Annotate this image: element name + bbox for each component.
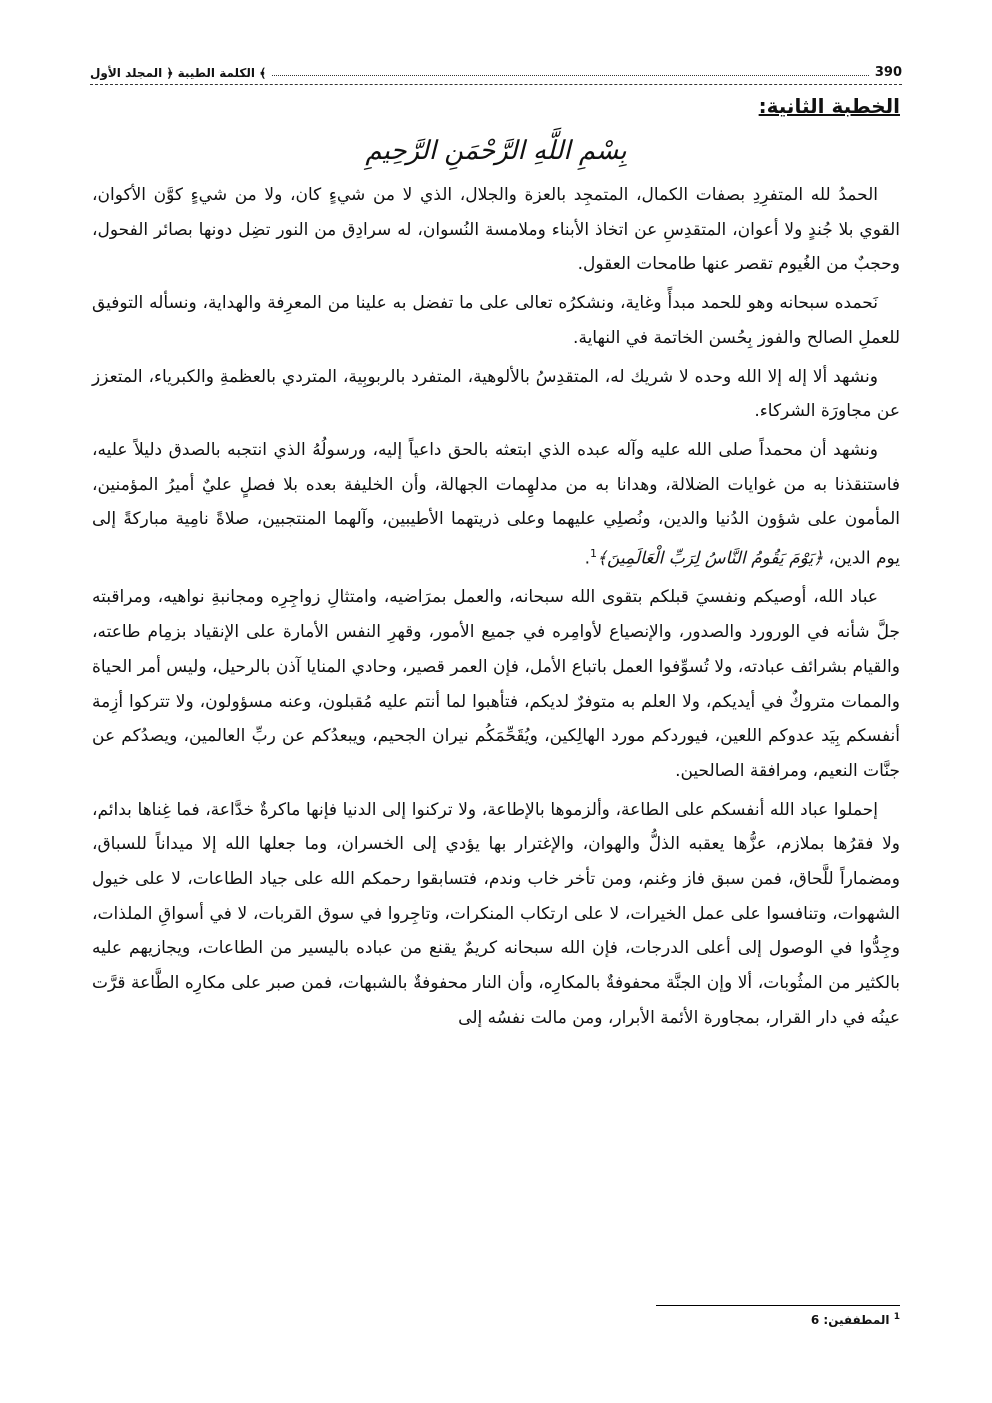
section-title: الخطبة الثانية: — [758, 94, 900, 118]
sermon-body — [92, 178, 900, 1040]
quran-verse: ﴿يَوْمَ يَقُومُ النَّاسُ لِرَبِّ الْعَالَمِينَ﴾ — [597, 548, 824, 569]
footnote-divider — [656, 1305, 900, 1306]
paragraph-4-text: ونشهد أن محمداً صلى الله عليه وآله عبده الذي ابتعثه بالحق داعياً إليه، ورسولُهُ الذي انتجبه بالصدق دليلاً عليه، فاستنقذنا به من غوايات الضلالة، وهدانا به من مدلهِمات الجهالة، وأن الخليفة بعده بلا فصلٍ عليٌ أميرُ المؤمنين، المأمون على شؤون الدُنيا والدين، ونُصلِي عليهما وعلى ذريتهما الأطيبين، وآلهما المنتجبين، صلاةً نامِية مباركةً إلى يوم الدين، — [92, 439, 900, 569]
footnote-reference[interactable]: 1 — [590, 547, 598, 561]
page-number: 390 — [874, 65, 902, 80]
paragraph-2: نَحمده سبحانه وهو للحمد مبدأً وغاية، ونشكرُه تعالى على ما تفضل به علينا من المعرِفة والهداية، ونسأله التوفيق للعملِ الصالح والفوز بِحُسن الخاتمة في النهاية. — [92, 293, 900, 348]
footnote-text: المطففين: 6 — [810, 1313, 890, 1327]
paragraph-3: ونشهد ألا إله إلا الله وحده لا شريك له، المتقدِسُ بالألوهية، المتفرد بالربوبِية، المتردي بالعظمةِ والكبرياء، المتعزز عن مجاورَة الشركاء. — [92, 366, 900, 422]
header-dot-leader — [272, 75, 869, 76]
basmala: بِسْمِ اللَّهِ الرَّحْمَنِ الرَّحِيمِ — [365, 136, 627, 166]
footnote-number: 1 — [893, 1312, 900, 1322]
paragraph-5: عباد الله، أوصيكم ونفسيَ قبلكم بتقوى الله سبحانه، والعمل بمرَاضيه، وامتثالِ زواجِرِه ومجانبةِ نواهيه، ومراقبته جلَّ شأنه في الورورد والصدور، والإنصياع لأوامِره في جميع الأمور، وقهرِ النفس الأمارة على الإنقياد بزمِام طاعته، والقيام بشرائف عبادته، ولا تُسوِّفوا العمل باتباع الأمل، فإن العمر قصير، وحادي المنايا آذن بالرحيل، وليس أمر الحياة والممات متروكٌ في أيديكم، ولا العلم به متوفرٌ لديكم، فتأهبوا لما أنتم عليه مُقبلون، وعنه مسؤولون، ولا تتركوا أزِمة أنفسكم بِيَد عدوكم اللعين، فيوردكم مورد الهالِكين، ويُقَحِّمَكُم نيران الجحيم، ويبعدُكم عن ربِّ العالمين، ويصدُكم عن جنَّات النعيم، ومرافقة الصالحين. — [92, 587, 900, 781]
running-header — [90, 58, 902, 80]
paragraph-1: الحمدُ لله المتفرِدِ بصفات الكمال، المتمجِد بالعزة والجلال، الذي لا من شيءٍ كان، ولا من شيءٍ كوَّن الأكوان، القوي بلا جُندٍ ولا أعوان، المتقدِسِ عن اتخاذ الأبناء وملامسة النُسوان، له سرادِق من النور تضِل دونها بصائر الفحول، وحجبٌ من الغُيوم تقصر عنها طامحات العقول. — [92, 185, 900, 275]
paragraph-6: إحملوا عباد الله أنفسكم على الطاعة، وألزموها بالإطاعة، ولا تركنوا إلى الدنيا فإنها ماكرةٌ خدَّاعة، فما غِناها بدائم، ولا فقرُها بملازم، عزُّها يعقبه الذلُّ والهوان، والإغترار بها يؤدي إلى الخسران، وما جعلها الله إلا ميداناً للسباق، ومضماراً للَّحاق، فمن سبق فاز وغنم، ومن تأخر خاب وندم، فتسابقوا رحمكم الله على جياد الطاعات، لا على خيول الشهوات، وتنافسوا على عمل الخيرات، لا على ارتكاب المنكرات، وتاجِروا في سوق القربات، لا في أسواقِ الملذات، وجِدُّوا في الوصول إلى أعلى الدرجات، فإن الله سبحانه كريمٌ يقنع من عباده باليسير من الطاعات، ويجازيهم عليه بالكثير من المثُوبات، ألا وإن الجنَّة محفوفةٌ بالمكارِه، وأن النار محفوفةٌ بالشبهات، فمن صبر على مكارِه الطَّاعة قرَّت عينُه في دار القرار، بمجاورة الأئمة الأبرار، ومن مالت نفسُه إلى — [92, 799, 900, 1028]
paragraph-4: ونشهد أن محمداً صلى الله عليه وآله عبده الذي ابتعثه بالحق داعياً إليه، ورسولُهُ الذي انتجبه بالصدق دليلاً عليه، فاستنقذنا به من غوايات الضلالة، وهدانا به من مدلهِمات الجهالة، وأن الخليفة بعده بلا فصلٍ عليٌ أميرُ المؤمنين، المأمون على شؤون الدُنيا والدين، ونُصلِي عليهما وعلى ذريتهما الأطيبين، وآلهما المنتجبين، صلاةً نامِية مباركةً إلى يوم الدين، ﴿يَوْمَ يَقُومُ النَّاسُ لِرَبِّ الْعَالَمِينَ﴾$^1$. — [92, 439, 900, 569]
footnote — [811, 1312, 900, 1327]
book-title: الكلمة الطيبة ﴿ المجلد الأول ﴾ — [90, 66, 267, 80]
header-divider — [90, 84, 902, 85]
